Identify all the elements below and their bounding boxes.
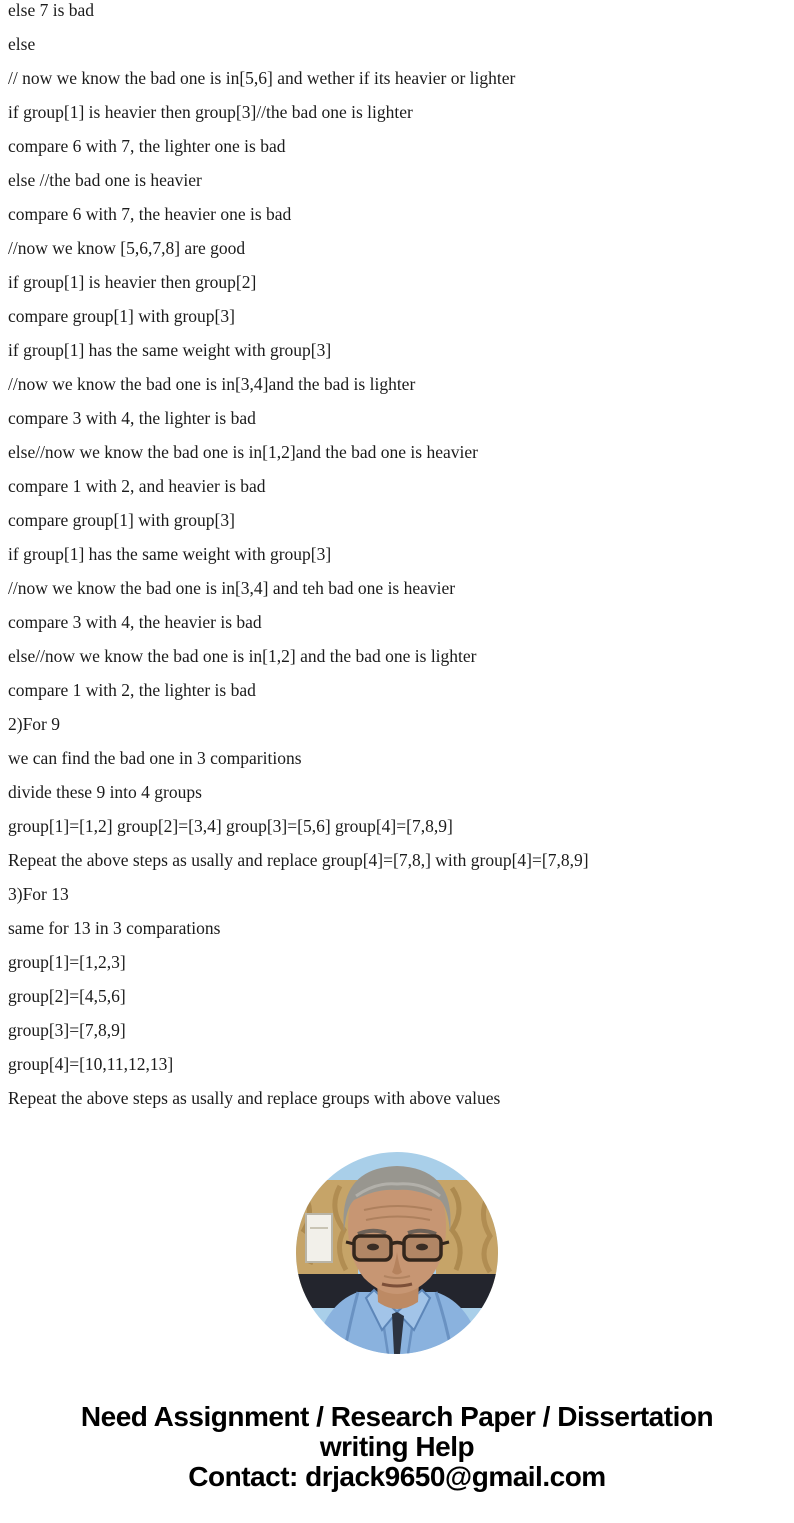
doc-line: compare group[1] with group[3]: [8, 510, 235, 530]
doc-line: compare 1 with 2, the lighter is bad: [8, 680, 256, 700]
doc-line: compare 3 with 4, the heavier is bad: [8, 612, 262, 632]
document-text: [8, 0, 788, 1115]
doc-line: compare 6 with 7, the lighter one is bad: [8, 136, 286, 156]
profile-photo: [296, 1152, 498, 1354]
doc-line: //now we know [5,6,7,8] are good: [8, 238, 246, 258]
doc-line: else 7 is bad: [8, 0, 95, 20]
doc-line: else//now we know the bad one is in[1,2] and the bad one is lighter: [8, 646, 477, 666]
doc-line: else//now we know the bad one is in[1,2]and the bad one is heavier: [8, 442, 478, 462]
doc-line: group[3]=[7,8,9]: [8, 1020, 126, 1040]
doc-line: group[4]=[10,11,12,13]: [8, 1054, 174, 1074]
doc-line: same for 13 in 3 comparations: [8, 918, 221, 938]
doc-line: //now we know the bad one is in[3,4] and teh bad one is heavier: [8, 578, 456, 598]
doc-line: compare 6 with 7, the heavier one is bad: [8, 204, 292, 224]
footer-ad: [0, 1402, 794, 1492]
doc-line: compare 1 with 2, and heavier is bad: [8, 476, 266, 496]
doc-line: Repeat the above steps as usally and replace groups with above values: [8, 1088, 501, 1108]
photo-wall-frame: [306, 1214, 332, 1262]
doc-line: // now we know the bad one is in[5,6] and wether if its heavier or lighter: [8, 68, 516, 88]
doc-line: if group[1] has the same weight with group[3]: [8, 544, 332, 564]
doc-line: compare 3 with 4, the lighter is bad: [8, 408, 256, 428]
doc-line: else //the bad one is heavier: [8, 170, 202, 190]
doc-line: if group[1] has the same weight with group[3]: [8, 340, 332, 360]
doc-line: group[2]=[4,5,6]: [8, 986, 126, 1006]
footer-contact-email: Contact: drjack9650@gmail.com: [188, 1461, 606, 1492]
footer-line-1: Need Assignment / Research Paper / Dissertation: [80, 1401, 714, 1432]
doc-line: 2)For 9: [8, 714, 61, 734]
doc-line: group[1]=[1,2] group[2]=[3,4] group[3]=[5,6] group[4]=[7,8,9]: [8, 816, 453, 836]
man-with-glasses-photo-icon: [296, 1152, 498, 1354]
doc-line: 3)For 13: [8, 884, 69, 904]
footer-line-2: writing Help: [319, 1431, 475, 1462]
photo-glasses-bridge: [391, 1243, 404, 1245]
doc-line: we can find the bad one in 3 comparitions: [8, 748, 302, 768]
doc-line: compare group[1] with group[3]: [8, 306, 235, 326]
doc-line: if group[1] is heavier then group[2]: [8, 272, 257, 292]
doc-line: if group[1] is heavier then group[3]//the bad one is lighter: [8, 102, 413, 122]
doc-line: else: [8, 34, 36, 54]
doc-line: Repeat the above steps as usally and replace group[4]=[7,8,] with group[4]=[7,8,9]: [8, 850, 589, 870]
doc-line: divide these 9 into 4 groups: [8, 782, 202, 802]
doc-line: group[1]=[1,2,3]: [8, 952, 126, 972]
doc-line: //now we know the bad one is in[3,4]and the bad is lighter: [8, 374, 416, 394]
